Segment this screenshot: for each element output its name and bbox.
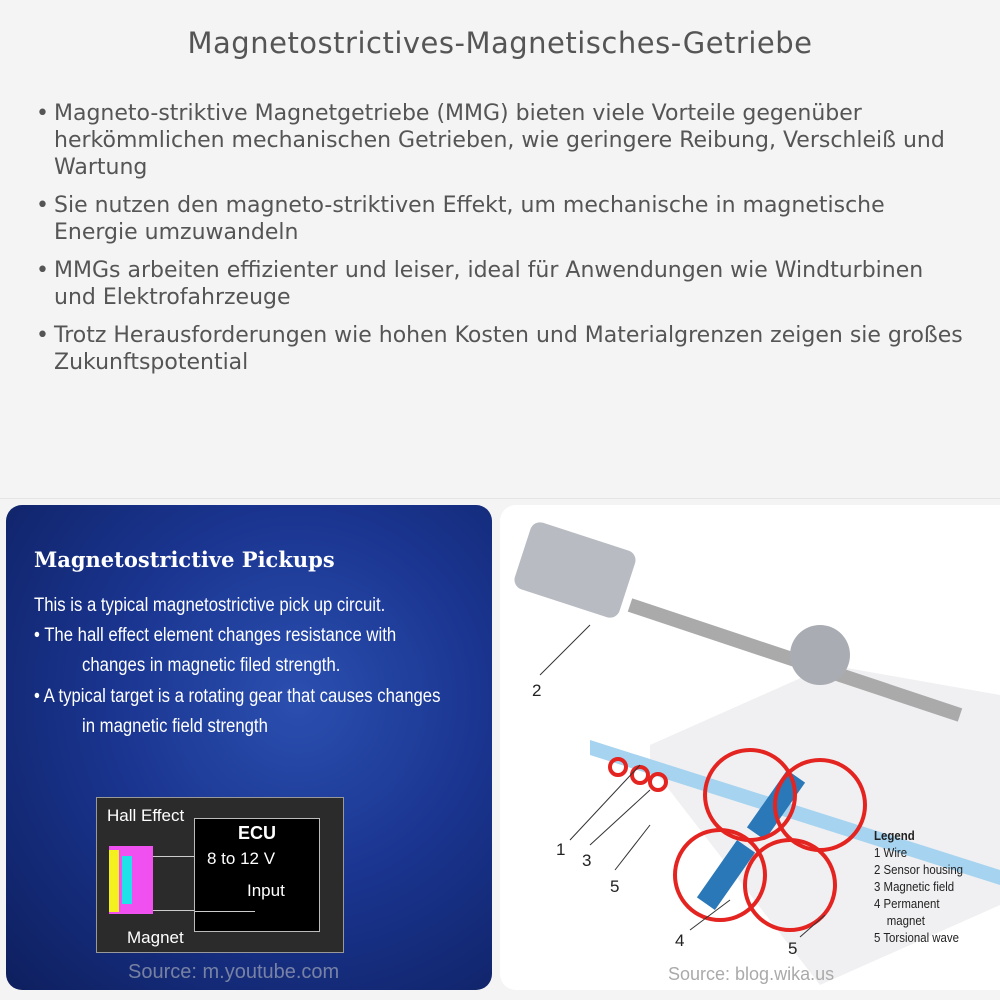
callout-number: 2 <box>532 681 542 700</box>
slide-line: in magnetic field strength <box>82 716 268 737</box>
slide-line: • A typical target is a rotating gear that causes changes <box>34 686 441 707</box>
page-title: Magnetostrictives-Magnetisches-Getriebe <box>187 26 813 60</box>
input-label: Input <box>247 881 285 900</box>
float-ball <box>790 625 850 685</box>
wire <box>195 911 255 912</box>
legend-item: 1 Wire <box>874 845 908 860</box>
callout-number: 1 <box>556 840 566 859</box>
divider <box>0 498 1000 499</box>
hall-element <box>109 850 119 912</box>
legend-item: 2 Sensor housing <box>874 862 964 877</box>
circuit-diagram <box>96 797 344 953</box>
callout-number: 4 <box>675 931 685 950</box>
callout-number: 5 <box>788 939 798 958</box>
magnet-label: Magnet <box>127 928 184 947</box>
legend-item: magnet <box>874 913 925 928</box>
slide-heading: Magnetostrictive Pickups <box>34 547 335 572</box>
hall-effect-label: Hall Effect <box>107 806 185 825</box>
slide-line: • The hall effect element changes resistance with <box>34 625 397 646</box>
ecu-box <box>194 818 320 932</box>
wire <box>153 856 195 857</box>
legend <box>874 827 963 946</box>
bullet-item: • Magneto-striktive Magnetgetriebe (MMG) bieten viele Vorteile gegenüber herkömmlichen mechanischen Getrieben, wie geringere Reibung, Verschleiß und Wartung <box>36 100 966 181</box>
callout-number: 3 <box>582 851 592 870</box>
wire <box>153 910 195 911</box>
sensor-diagram-image <box>500 505 1000 990</box>
sensor-strip <box>122 856 132 904</box>
bullet-item: • Trotz Herausforderungen wie hohen Kosten und Materialgrenzen zeigen sie großes Zukunftspotential <box>36 322 966 376</box>
voltage-label: 8 to 12 V <box>207 849 276 868</box>
legend-title: Legend <box>874 828 915 843</box>
legend-item: 4 Permanent <box>874 896 940 911</box>
legend-item: 3 Magnetic field <box>874 879 955 894</box>
slide-line: This is a typical magnetostrictive pick up circuit. <box>34 595 386 616</box>
bullet-item: • MMGs arbeiten effizienter und leiser, ideal für Anwendungen wie Windturbinen und Elektrofahrzeuge <box>36 257 966 311</box>
magnetostrictive-pickups-image <box>6 505 492 990</box>
callout-number: 5 <box>610 877 620 896</box>
image-source: Source: m.youtube.com <box>128 961 340 983</box>
image-source: Source: blog.wika.us <box>668 964 835 984</box>
slide-line: changes in magnetic filed strength. <box>82 655 341 676</box>
ecu-label: ECU <box>237 823 276 843</box>
bullet-list <box>36 100 966 387</box>
sensor-housing <box>512 520 638 621</box>
legend-item: 5 Torsional wave <box>874 930 960 945</box>
bullet-item: • Sie nutzen den magneto-striktiven Effekt, um mechanische in magnetische Energie umzuwandeln <box>36 192 966 246</box>
